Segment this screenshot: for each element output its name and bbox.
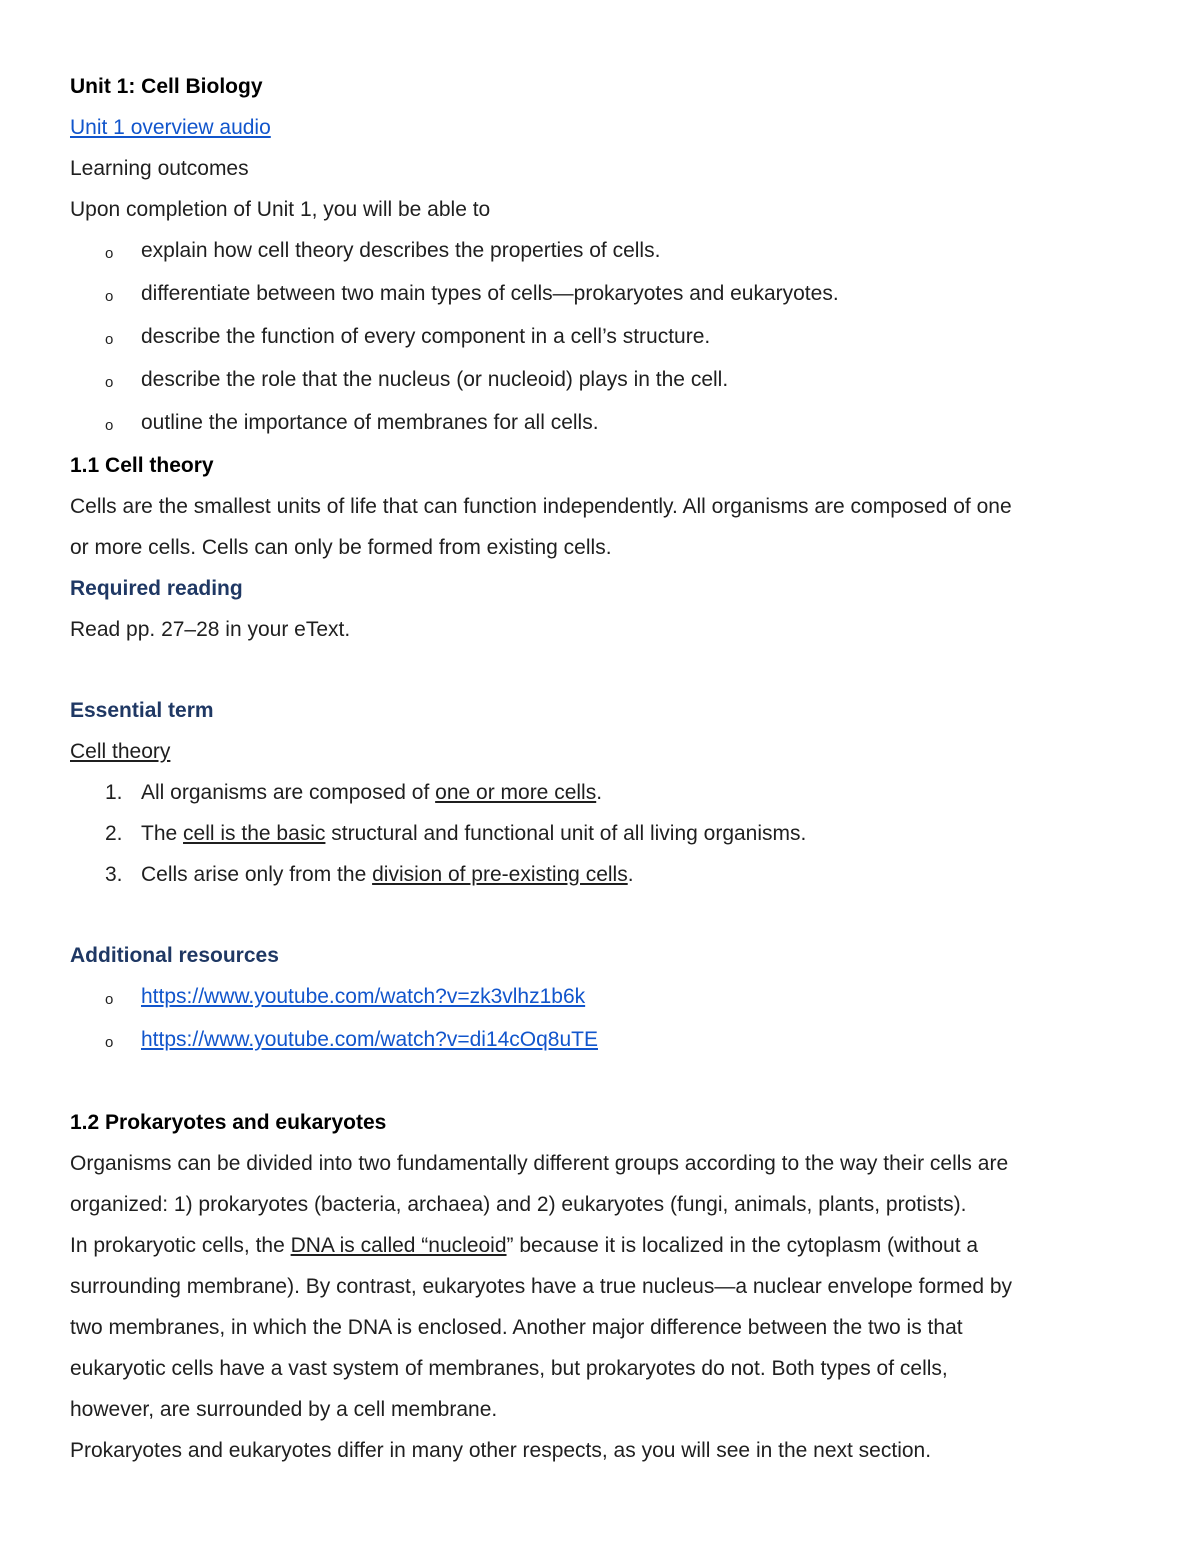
body-line: organized: 1) prokaryotes (bacteria, archaea) and 2) eukaryotes (fungi, animals, plants, protists). [70,1193,967,1216]
body-line: two membranes, in which the DNA is enclosed. Another major difference between the two is that [70,1316,963,1339]
body-line: Cells are the smallest units of life that can function independently. All organisms are composed of one [70,495,1012,518]
item-text: . [596,781,603,804]
item-text: . [627,863,634,886]
body-line: or more cells. Cells can only be formed from existing cells. [70,536,612,559]
resource-item [70,1019,1140,1062]
underlined-term: DNA is called “nucleoid [290,1234,507,1257]
bullet-icon: o [105,991,114,1008]
numbered-item [70,813,1140,854]
body-line: however, are surrounded by a cell membrane. [70,1398,498,1421]
resource-link[interactable]: https://www.youtube.com/watch?v=di14cOq8uTE [141,1028,598,1051]
underlined-term: cell is the basic [183,822,326,845]
body-line [70,1225,1140,1266]
item-number: 1. [105,781,123,804]
spacer [70,895,1140,935]
outcome-text: describe the role that the nucleus (or nucleoid) plays in the cell. [141,368,729,391]
additional-resources-heading: Additional resources [70,944,279,967]
document-page [70,66,1140,1471]
bullet-icon: o [105,288,114,305]
bullet-icon: o [105,417,114,434]
underlined-term: one or more cells [435,781,597,804]
section-heading-cell-theory: 1.1 Cell theory [70,454,214,477]
outcome-text: differentiate between two main types of cells—prokaryotes and eukaryotes. [141,282,839,305]
underlined-term: division of pre-existing cells [372,863,628,886]
item-text: All organisms are composed of [141,781,436,804]
term-name: Cell theory [70,740,171,763]
spacer [70,650,1140,690]
outcome-item [70,402,1140,445]
essential-term-heading: Essential term [70,699,214,722]
body-line: Organisms can be divided into two fundamentally different groups according to the way their cells are [70,1152,1009,1175]
required-reading-text: Read pp. 27–28 in your eText. [70,618,351,641]
outcome-item [70,230,1140,273]
item-number: 2. [105,822,123,845]
body-text: ” because it is localized in the cytoplasm (without a [506,1234,979,1257]
item-number: 3. [105,863,123,886]
item-text: The [141,822,184,845]
body-line: surrounding membrane). By contrast, eukaryotes have a true nucleus—a nuclear envelope formed by [70,1275,1013,1298]
outcome-item [70,316,1140,359]
bullet-icon: o [105,245,114,262]
outcome-text: explain how cell theory describes the properties of cells. [141,239,661,262]
body-text: In prokaryotic cells, the [70,1234,291,1257]
spacer [70,1062,1140,1102]
bullet-icon: o [105,1034,114,1051]
unit-title: Unit 1: Cell Biology [70,75,263,98]
outcome-text: describe the function of every component in a cell’s structure. [141,325,711,348]
bullet-icon: o [105,331,114,348]
outcome-text: outline the importance of membranes for all cells. [141,411,599,434]
section-heading-prokaryotes: 1.2 Prokaryotes and eukaryotes [70,1111,387,1134]
body-line: Prokaryotes and eukaryotes differ in many other respects, as you will see in the next section. [70,1439,932,1462]
resource-item [70,976,1140,1019]
outcome-item [70,359,1140,402]
outcomes-intro: Upon completion of Unit 1, you will be able to [70,198,491,221]
resource-link[interactable]: https://www.youtube.com/watch?v=zk3vlhz1b6k [141,985,586,1008]
overview-audio-link[interactable]: Unit 1 overview audio [70,116,271,139]
outcomes-heading: Learning outcomes [70,157,249,180]
body-line: eukaryotic cells have a vast system of membranes, but prokaryotes do not. Both types of cells, [70,1357,948,1380]
item-text: structural and functional unit of all living organisms. [325,822,807,845]
numbered-item [70,772,1140,813]
outcome-item [70,273,1140,316]
item-text: Cells arise only from the [141,863,373,886]
bullet-icon: o [105,374,114,391]
numbered-item [70,854,1140,895]
required-reading-heading: Required reading [70,577,243,600]
